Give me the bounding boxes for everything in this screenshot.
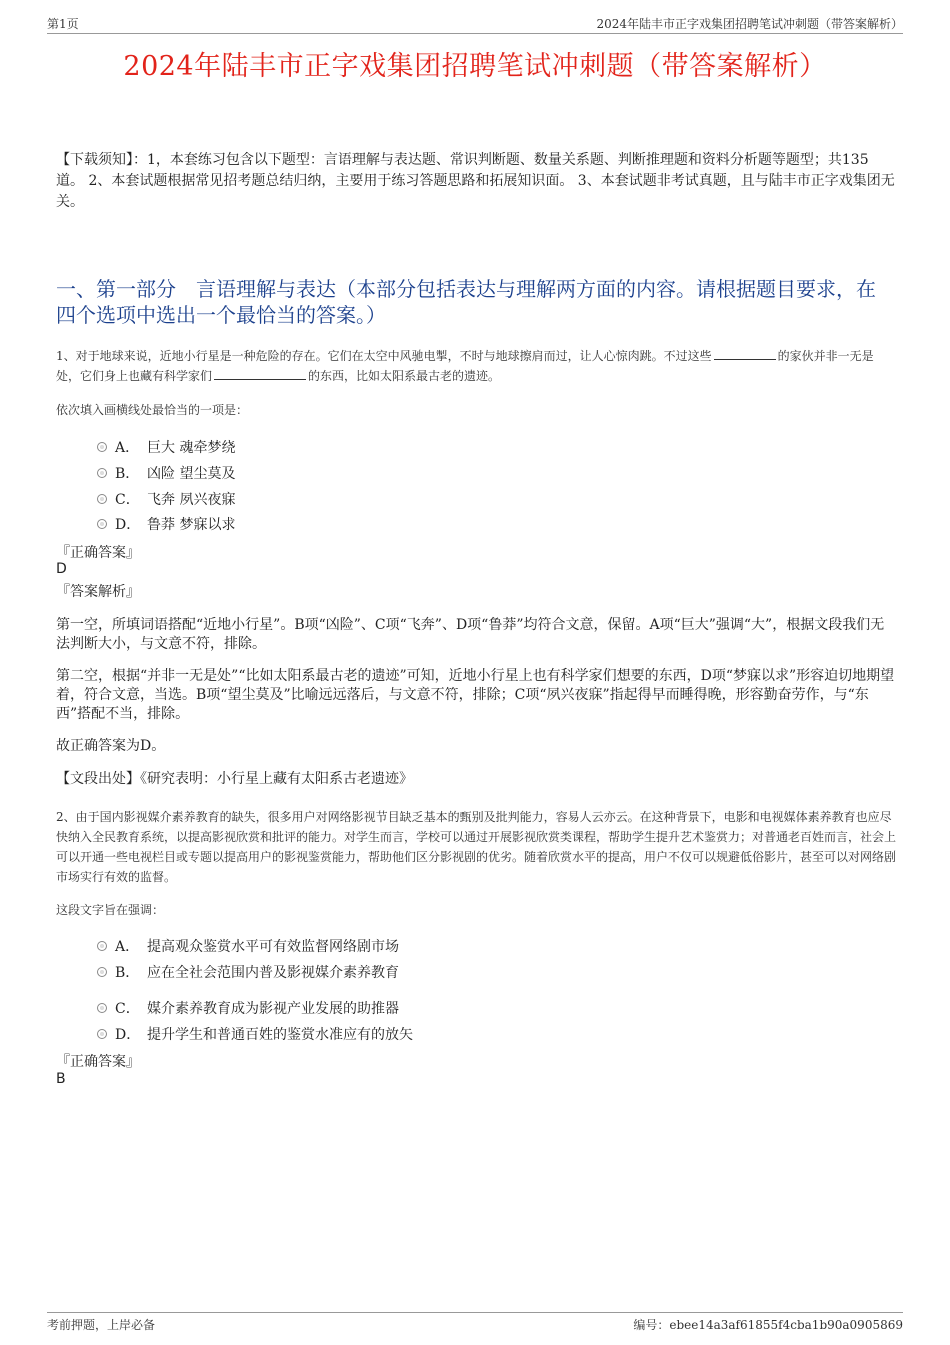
answer-value: D <box>56 561 67 577</box>
option-b[interactable]: B． 凶险 望尘莫及 <box>97 463 235 481</box>
footer-doc-id: 编号：ebee14a3af61855f4cba1b90a0905869 <box>633 1318 903 1332</box>
question-1-prompt: 依次填入画横线处最恰当的一项是： <box>56 403 249 417</box>
page-number: 第1页 <box>47 17 79 31</box>
radio-icon[interactable] <box>97 519 107 529</box>
section-heading: 一、第一部分 言语理解与表达（本部分包括表达与理解两方面的内容。请根据题目要求，在四个选项中选出一个最恰当的答案。） <box>56 277 876 327</box>
download-notice: 【下载须知】：1，本套练习包含以下题型：言语理解与表达题、常识判断题、数量关系题、判断推理题和资料分析题等题型；共135道。 2、本套试题根据常见招考题总结归纳，主要用于练习答题思路和拓展知识面。 3、本套试题非考试真题，且与陆丰市正字戏集团无关。 <box>56 152 895 210</box>
footer-slogan: 考前押题，上岸必备 <box>47 1318 156 1332</box>
page-header <box>47 15 903 34</box>
source-citation: 【文段出处】《研究表明：小行星上藏有太阳系古老遗迹》 <box>56 771 413 787</box>
radio-icon[interactable] <box>97 967 107 977</box>
header-doc-title: 2024年陆丰市正字戏集团招聘笔试冲刺题（带答案解析） <box>596 17 903 31</box>
analysis-label: 『答案解析』 <box>56 584 140 600</box>
option-a[interactable]: A． 巨大 魂牵梦绕 <box>97 437 235 455</box>
option-b[interactable]: B． 应在全社会范围内普及影视媒介素养教育 <box>97 962 399 980</box>
answer-label: 『正确答案』 <box>56 545 140 561</box>
answer-label: 『正确答案』 <box>56 1054 140 1070</box>
option-d[interactable]: D． 鲁莽 梦寐以求 <box>97 514 235 532</box>
option-c[interactable]: C． 媒介素养教育成为影视产业发展的助推器 <box>97 998 399 1016</box>
option-c[interactable]: C． 飞奔 夙兴夜寐 <box>97 489 235 507</box>
radio-icon[interactable] <box>97 1029 107 1039</box>
radio-icon[interactable] <box>97 468 107 478</box>
radio-icon[interactable] <box>97 494 107 504</box>
question-2-stem: 2、由于国内影视媒介素养教育的缺失，很多用户对网络影视节目缺乏基本的甄别及批判能力，容易人云亦云。在这种背景下，电影和电视媒体素养教育也应尽快纳入全民教育系统，以提高影视欣赏和批评的能力。对学生而言，学校可以通过开展影视欣赏类课程，帮助学生提升艺术鉴赏力；对普通老百姓而言，社会上可以开通一些电视栏目或专题以提高用户的影视鉴赏能力，帮助他们区分影视剧的优劣。随着欣赏水平的提高，用户不仅可以规避低俗影片，甚至可以对网络剧市场实行有效的监督。 <box>56 810 897 884</box>
analysis-paragraph-1: 第一空，所填词语搭配“近地小行星”。B项“凶险”、C项“飞奔”、D项“鲁莽”均符合文意，保留。A项“巨大”强调“大”，根据文段我们无法判断大小，与文意不符，排除。 <box>56 617 885 652</box>
radio-icon[interactable] <box>97 1003 107 1013</box>
analysis-paragraph-2: 第二空，根据“并非一无是处”“比如太阳系最古老的遗迹”可知，近地小行星上也有科学家们想要的东西，D项“梦寐以求”形容迫切地期望着，符合文意，当选。B项“望尘莫及”比喻远远落后，与文意不符，排除；C项“夙兴夜寐”指起得早而睡得晚，形容勤奋劳作，与“东西”搭配不当，排除。 <box>56 668 895 722</box>
analysis-conclusion: 故正确答案为D。 <box>56 738 166 754</box>
radio-icon[interactable] <box>97 442 107 452</box>
radio-icon[interactable] <box>97 941 107 951</box>
question-2-prompt: 这段文字旨在强调： <box>56 903 165 917</box>
answer-value: B <box>56 1071 66 1087</box>
page-footer <box>47 1312 903 1332</box>
question-1-stem: 1、对于地球来说，近地小行星是一种危险的存在。它们在太空中风驰电掣，不时与地球擦肩而过，让人心惊肉跳。不过这些 的家伙并非一无是处，它们身上也藏有科学家们 的东西，比如太阳系最古老的遗迹。 <box>56 349 874 383</box>
option-d[interactable]: D． 提升学生和普通百姓的鉴赏水准应有的放矢 <box>97 1024 413 1042</box>
document-title: 2024年陆丰市正字戏集团招聘笔试冲刺题（带答案解析） <box>123 51 827 82</box>
fill-blank <box>214 367 306 380</box>
option-a[interactable]: A． 提高观众鉴赏水平可有效监督网络剧市场 <box>97 936 399 954</box>
fill-blank <box>714 347 776 360</box>
